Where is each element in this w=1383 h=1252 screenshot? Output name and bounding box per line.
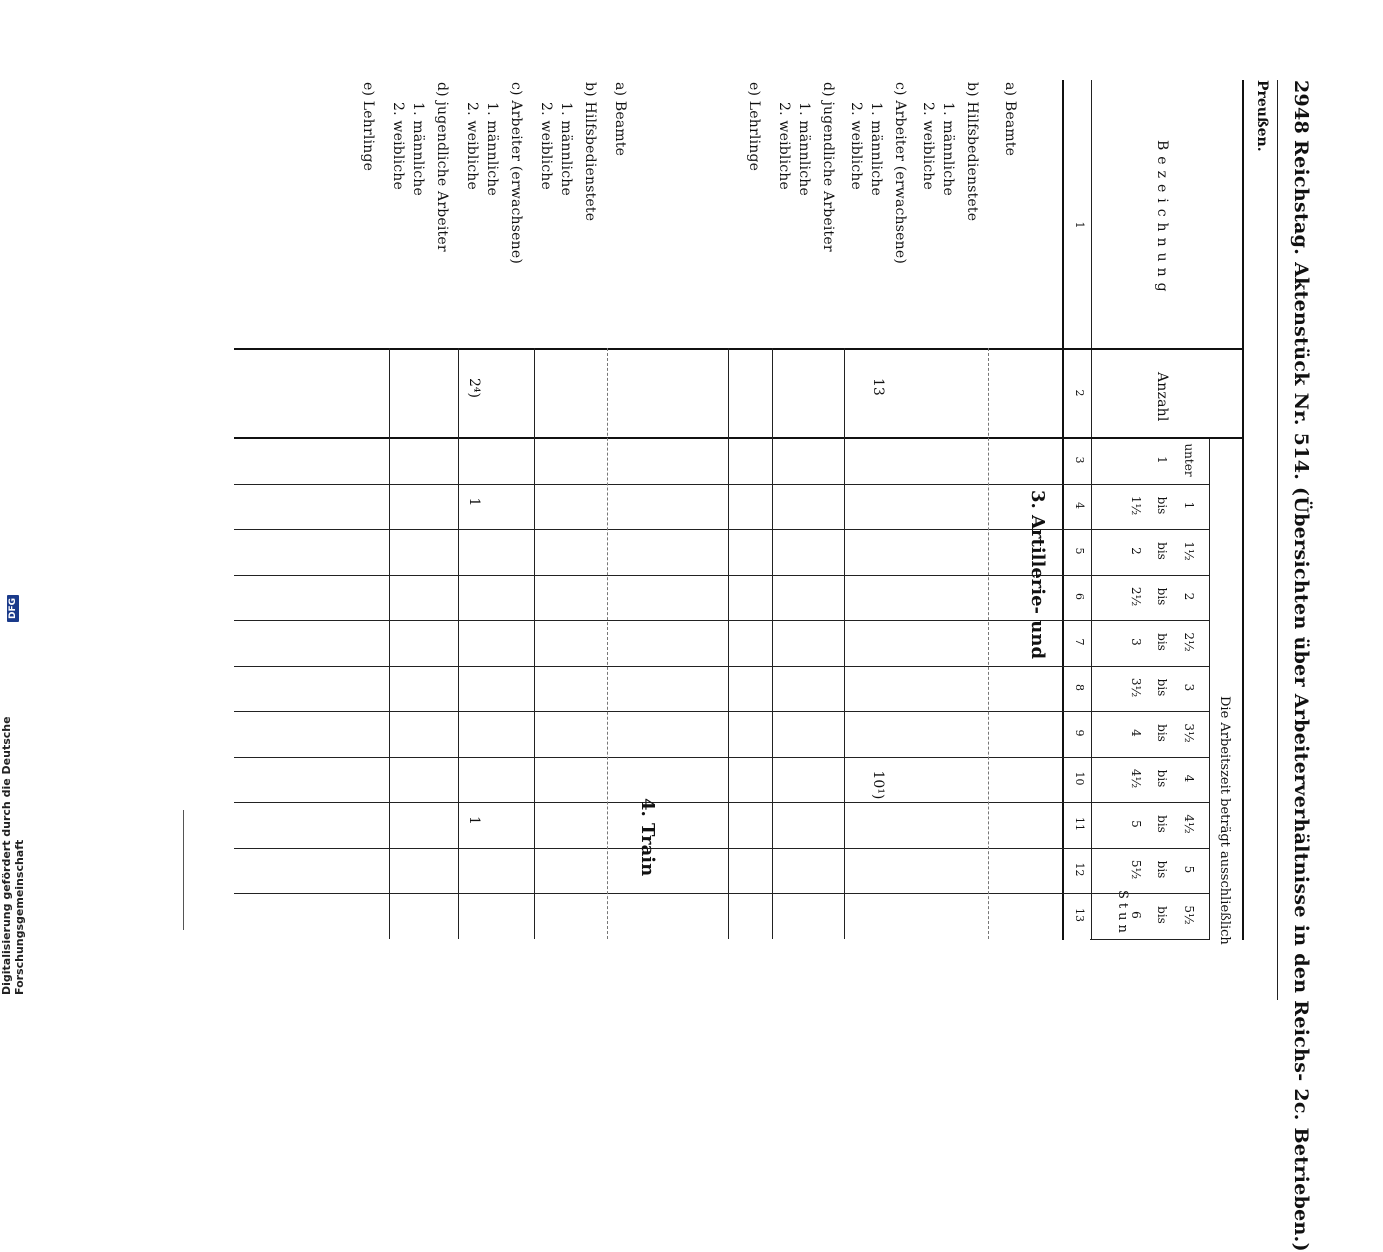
hour-column-rule — [234, 620, 1210, 621]
hour-column-rule — [234, 666, 1210, 667]
hour-col-top-10: 4 — [1182, 774, 1196, 783]
hour-col-bis-13: bis — [1155, 906, 1169, 924]
row-group-rule — [728, 348, 729, 939]
hour-column-rule — [234, 575, 1210, 576]
row-label: 2. weibliche — [776, 102, 792, 191]
row-label: 1. männliche — [410, 102, 426, 196]
column-number-13: 13 — [1073, 908, 1086, 922]
hour-column-rule — [234, 848, 1210, 849]
row-label: 2. weibliche — [920, 102, 936, 191]
row-label: 2. weibliche — [464, 102, 480, 191]
hour-col-bis-11: bis — [1155, 815, 1169, 833]
table-top-rule — [1242, 80, 1244, 940]
hour-col-top-8: 3 — [1182, 683, 1196, 692]
col2-rule — [234, 437, 1244, 439]
row-label: 2. weibliche — [848, 102, 864, 191]
hour-column-rule — [234, 484, 1210, 485]
column-number-8: 8 — [1073, 684, 1086, 691]
unit-label: Stun — [1115, 890, 1130, 937]
margin-rule — [183, 810, 184, 930]
row-label: a) Beamte — [1002, 82, 1018, 157]
column-number-5: 5 — [1073, 547, 1086, 555]
column-number-1: 1 — [1073, 221, 1086, 229]
header-rule — [1277, 80, 1278, 1000]
row-label: b) Hilfsbedienstete — [964, 82, 980, 222]
column-number-2: 2 — [1073, 389, 1086, 397]
row-label: 1. männliche — [940, 102, 956, 196]
column-number-4: 4 — [1073, 502, 1086, 509]
column-number-3: 3 — [1073, 456, 1086, 464]
hour-col-bottom-10: 4½ — [1129, 768, 1143, 789]
hour-col-bottom-4: 1½ — [1129, 495, 1143, 516]
column-number-12: 12 — [1073, 862, 1086, 877]
hour-col-bis-12: bis — [1155, 860, 1169, 879]
hour-col-bis-10: bis — [1155, 769, 1169, 788]
hour-col-bottom-6: 2½ — [1129, 586, 1143, 607]
hour-column-rule — [234, 711, 1210, 712]
hour-col-bis-8: bis — [1155, 678, 1169, 697]
hour-column-rule — [234, 529, 1210, 530]
colnum-top-rule — [1091, 80, 1092, 940]
row-label: 2. weibliche — [538, 102, 554, 191]
rotated-document-page — [0, 80, 1320, 1252]
page-number: 2948 — [1290, 80, 1312, 135]
row-label: d) jugendliche Arbeiter — [434, 82, 450, 252]
row-label: e) Lehrlinge — [360, 82, 376, 172]
col1-rule — [234, 348, 1244, 350]
hour-col-top-6: 2 — [1182, 592, 1196, 601]
column-number-11: 11 — [1073, 817, 1086, 831]
row-group-rule — [607, 348, 608, 939]
row-label: a) Beamte — [612, 82, 628, 157]
anzahl-value: 13 — [870, 378, 886, 396]
hour-column-rule — [234, 757, 1210, 758]
hour-col-bis-5: bis — [1155, 542, 1169, 560]
state-label: Preußen. — [1254, 80, 1270, 152]
hour-col-bottom-11: 5 — [1129, 820, 1143, 828]
hour-col-bis-4: bis — [1155, 496, 1169, 515]
hour-col-bottom-5: 2 — [1129, 547, 1143, 555]
hour-col-top-12: 5 — [1182, 865, 1196, 874]
section-title: 3. Artillerie- und — [1027, 490, 1048, 660]
hour-col-bottom-3: 1 — [1155, 456, 1169, 464]
hour-col-bottom-9: 4 — [1129, 729, 1143, 737]
hours-value-col10: 10¹) — [870, 770, 886, 800]
hours-value-col11: 1 — [466, 816, 482, 825]
hour-col-bottom-13: 6 — [1129, 911, 1143, 919]
row-group-rule — [772, 348, 773, 939]
hour-column-rule — [234, 893, 1210, 894]
hour-col-top-13: 5½ — [1182, 905, 1196, 925]
hour-col-top-5: 1½ — [1182, 541, 1196, 561]
column-number-10: 10 — [1073, 771, 1086, 786]
hour-column-rule — [234, 802, 1210, 803]
col2-header: Anzahl — [1154, 372, 1170, 422]
hour-col-bis-7: bis — [1155, 633, 1169, 651]
row-label: 1. männliche — [868, 102, 884, 196]
group-header: Die Arbeitszeit beträgt ausschließlich — [1217, 696, 1232, 945]
row-label: b) Hilfsbedienstete — [582, 82, 598, 222]
running-title: Reichstag. Aktenstück Nr. 514. (Übersichten über Arbeiterverhältnisse in den Reichs- 2c. Betrieben.) — [1290, 140, 1312, 1252]
hour-col-bis-6: bis — [1155, 587, 1169, 606]
digitization-credit — [0, 595, 26, 995]
row-group-rule — [389, 348, 390, 939]
hour-col-bottom-12: 5½ — [1129, 859, 1143, 880]
column-number-6: 6 — [1073, 593, 1086, 600]
row-label: 1. männliche — [558, 102, 574, 196]
row-group-rule — [988, 348, 989, 939]
group-header-rule — [1209, 438, 1210, 940]
row-group-rule — [534, 348, 535, 939]
hour-column-rule — [1090, 939, 1210, 940]
col1-header: Bezeichnung — [1154, 140, 1170, 298]
dfg-logo: DFG — [7, 595, 19, 622]
section-title: 4. Train — [637, 798, 658, 877]
hour-col-top-4: 1 — [1182, 501, 1196, 510]
anzahl-value: 2⁴) — [466, 378, 482, 398]
credit-text: Digitalisierung gefördert durch die Deutsche Forschungsgemeinschaft — [0, 716, 26, 995]
row-label: e) Lehrlinge — [746, 82, 762, 172]
row-label: d) jugendliche Arbeiter — [820, 82, 836, 252]
hour-col-top-11: 4½ — [1182, 814, 1196, 834]
hour-col-bis-9: bis — [1155, 724, 1169, 742]
row-label: 1. männliche — [484, 102, 500, 196]
hour-col-bottom-7: 3 — [1129, 638, 1143, 646]
row-group-rule — [844, 348, 845, 939]
column-number-7: 7 — [1073, 638, 1086, 646]
hour-col-top-9: 3½ — [1182, 723, 1196, 743]
column-number-9: 9 — [1073, 729, 1086, 737]
hour-col-top-7: 2½ — [1182, 632, 1196, 652]
colnum-bottom-rule — [1062, 80, 1064, 940]
row-label: 2. weibliche — [390, 102, 406, 191]
hour-col-bottom-8: 3½ — [1129, 677, 1143, 698]
row-label: c) Arbeiter (erwachsene) — [892, 82, 908, 264]
row-group-rule — [458, 348, 459, 939]
hours-value-col4: 1 — [466, 497, 482, 507]
row-label: c) Arbeiter (erwachsene) — [508, 82, 524, 264]
hour-col-top-3: unter — [1182, 443, 1196, 477]
row-label: 1. männliche — [796, 102, 812, 196]
